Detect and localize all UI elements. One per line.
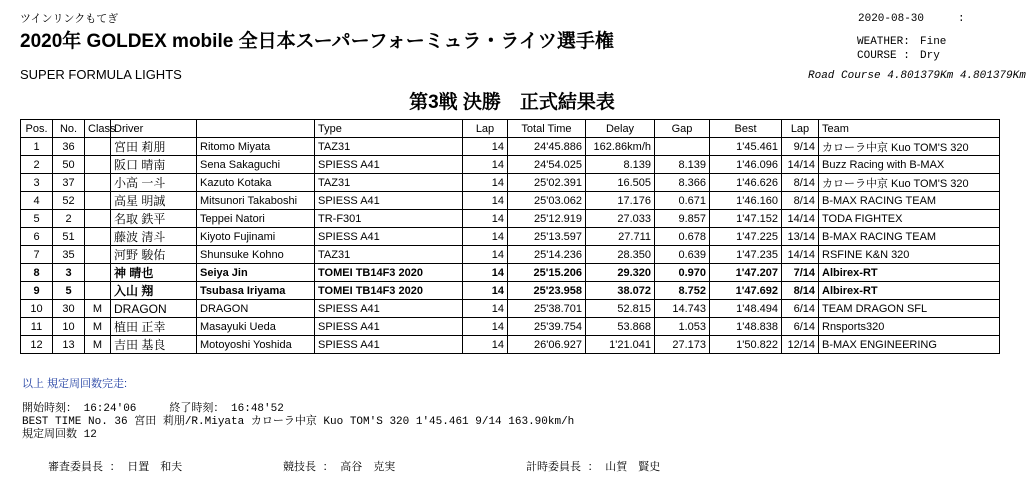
- table-row: [21, 138, 1000, 156]
- cell-lap: 14: [463, 156, 508, 174]
- cell-class: [85, 246, 111, 264]
- cell-total-time: 25'23.958: [508, 282, 586, 300]
- cell-gap: 0.671: [655, 192, 710, 210]
- cell-total-time: 25'03.062: [508, 192, 586, 210]
- cell-delay: 28.350: [586, 246, 655, 264]
- weather-value: Fine: [920, 36, 947, 48]
- col-best: Best: [710, 120, 782, 138]
- cell-driver-en: Shunsuke Kohno: [197, 246, 315, 264]
- cell-team: RSFINE K&N 320: [819, 246, 1000, 264]
- cell-driver-jp: 高星 明誠: [111, 192, 197, 210]
- cell-gap: 1.053: [655, 318, 710, 336]
- cell-pos: 1: [21, 138, 53, 156]
- series-name: SUPER FORMULA LIGHTS: [20, 67, 182, 82]
- cell-total-time: 25'39.754: [508, 318, 586, 336]
- cell-gap: 8.139: [655, 156, 710, 174]
- results-table: [20, 119, 1000, 354]
- cell-driver-jp: 吉田 基良: [111, 336, 197, 354]
- cell-lap: 14: [463, 264, 508, 282]
- cell-driver-jp: DRAGON: [111, 300, 197, 318]
- col-delay: Delay: [586, 120, 655, 138]
- race-stats: [22, 403, 574, 442]
- page-title: 2020年 GOLDEX mobile 全日本スーパーフォーミュラ・ライツ選手権: [20, 31, 614, 52]
- col-gap: Gap: [655, 120, 710, 138]
- chief-steward: 審査委員長 ： 日置 和夫: [48, 462, 183, 474]
- cell-total-time: 25'15.206: [508, 264, 586, 282]
- cell-best: 1'46.160: [710, 192, 782, 210]
- cell-best: 1'47.207: [710, 264, 782, 282]
- cell-type: SPIESS A41: [315, 336, 463, 354]
- cell-type: TAZ31: [315, 246, 463, 264]
- cell-best: 1'50.822: [710, 336, 782, 354]
- cell-best-lap: 14/14: [782, 156, 819, 174]
- cell-best: 1'48.494: [710, 300, 782, 318]
- cell-delay: 27.033: [586, 210, 655, 228]
- cell-team: Buzz Racing with B-MAX: [819, 156, 1000, 174]
- cell-best-lap: 6/14: [782, 318, 819, 336]
- cell-delay: 162.86km/h: [586, 138, 655, 156]
- cell-delay: 27.711: [586, 228, 655, 246]
- cell-driver-jp: 神 晴也: [111, 264, 197, 282]
- cell-team: B-MAX RACING TEAM: [819, 192, 1000, 210]
- cell-delay: 17.176: [586, 192, 655, 210]
- cell-team: Albirex-RT: [819, 282, 1000, 300]
- cell-lap: 14: [463, 246, 508, 264]
- cell-driver-en: Masayuki Ueda: [197, 318, 315, 336]
- cell-pos: 10: [21, 300, 53, 318]
- cell-total-time: 24'54.025: [508, 156, 586, 174]
- cell-no: 35: [53, 246, 85, 264]
- cell-delay: 29.320: [586, 264, 655, 282]
- cell-pos: 2: [21, 156, 53, 174]
- cell-class: [85, 174, 111, 192]
- cell-pos: 11: [21, 318, 53, 336]
- cell-class: [85, 264, 111, 282]
- cell-no: 2: [53, 210, 85, 228]
- cell-no: 51: [53, 228, 85, 246]
- cell-class: [85, 228, 111, 246]
- cell-lap: 14: [463, 300, 508, 318]
- cell-lap: 14: [463, 210, 508, 228]
- cell-type: TR-F301: [315, 210, 463, 228]
- course-label: COURSE :: [857, 50, 910, 62]
- col-best-lap: Lap: [782, 120, 819, 138]
- cell-delay: 16.505: [586, 174, 655, 192]
- cell-driver-jp: 小高 一斗: [111, 174, 197, 192]
- chief-timekeeper: 計時委員長 ： 山賀 賢史: [526, 462, 661, 474]
- cell-type: SPIESS A41: [315, 318, 463, 336]
- cell-no: 5: [53, 282, 85, 300]
- cell-total-time: 25'13.597: [508, 228, 586, 246]
- cell-driver-en: Motoyoshi Yoshida: [197, 336, 315, 354]
- cell-delay: 8.139: [586, 156, 655, 174]
- cell-total-time: 25'14.236: [508, 246, 586, 264]
- col-lap: Lap: [463, 120, 508, 138]
- cell-no: 3: [53, 264, 85, 282]
- cell-lap: 14: [463, 192, 508, 210]
- cell-lap: 14: [463, 228, 508, 246]
- cell-class: M: [85, 300, 111, 318]
- cell-lap: 14: [463, 318, 508, 336]
- circuit-name: ツインリンクもてぎ: [20, 13, 119, 25]
- cell-driver-jp: 植田 正幸: [111, 318, 197, 336]
- col-total-time: Total Time: [508, 120, 586, 138]
- required-laps: 規定周回数 12: [22, 429, 97, 441]
- cell-gap: 8.752: [655, 282, 710, 300]
- cell-best: 1'47.235: [710, 246, 782, 264]
- course-value: Dry: [920, 50, 940, 62]
- cell-lap: 14: [463, 174, 508, 192]
- cell-no: 37: [53, 174, 85, 192]
- cell-best: 1'47.152: [710, 210, 782, 228]
- cell-delay: 52.815: [586, 300, 655, 318]
- cell-type: SPIESS A41: [315, 156, 463, 174]
- cell-driver-en: DRAGON: [197, 300, 315, 318]
- cell-lap: 14: [463, 282, 508, 300]
- table-row: [21, 210, 1000, 228]
- cell-team: Rnsports320: [819, 318, 1000, 336]
- cell-pos: 5: [21, 210, 53, 228]
- cell-driver-jp: 入山 翔: [111, 282, 197, 300]
- cell-gap: 0.678: [655, 228, 710, 246]
- cell-team: カローラ中京 Kuo TOM'S 320: [819, 138, 1000, 156]
- col-no: No.: [53, 120, 85, 138]
- cell-best: 1'48.838: [710, 318, 782, 336]
- col-driver-en: [197, 120, 315, 138]
- cell-class: [85, 282, 111, 300]
- cell-best: 1'45.461: [710, 138, 782, 156]
- cell-best-lap: 6/14: [782, 300, 819, 318]
- cell-class: [85, 156, 111, 174]
- cell-total-time: 24'45.886: [508, 138, 586, 156]
- completion-note: 以上 規定周回数完走:: [22, 378, 128, 390]
- cell-team: B-MAX RACING TEAM: [819, 228, 1000, 246]
- cell-driver-en: Ritomo Miyata: [197, 138, 315, 156]
- table-row: [21, 318, 1000, 336]
- col-pos: Pos.: [21, 120, 53, 138]
- cell-gap: 27.173: [655, 336, 710, 354]
- cell-no: 10: [53, 318, 85, 336]
- cell-lap: 14: [463, 336, 508, 354]
- cell-type: TOMEI TB14F3 2020: [315, 282, 463, 300]
- cell-type: SPIESS A41: [315, 192, 463, 210]
- cell-driver-jp: 名取 鉄平: [111, 210, 197, 228]
- table-row: [21, 336, 1000, 354]
- cell-total-time: 25'12.919: [508, 210, 586, 228]
- table-row: [21, 156, 1000, 174]
- cell-driver-en: Mitsunori Takaboshi: [197, 192, 315, 210]
- cell-driver-jp: 藤波 清斗: [111, 228, 197, 246]
- cell-best-lap: 7/14: [782, 264, 819, 282]
- col-class: Class: [85, 120, 111, 138]
- cell-type: TAZ31: [315, 174, 463, 192]
- col-team: Team: [819, 120, 1000, 138]
- cell-type: TAZ31: [315, 138, 463, 156]
- table-row: [21, 174, 1000, 192]
- cell-class: M: [85, 318, 111, 336]
- cell-best-lap: 8/14: [782, 192, 819, 210]
- cell-driver-en: Sena Sakaguchi: [197, 156, 315, 174]
- cell-team: TODA FIGHTEX: [819, 210, 1000, 228]
- cell-delay: 1'21.041: [586, 336, 655, 354]
- cell-gap: [655, 138, 710, 156]
- table-row: [21, 282, 1000, 300]
- cell-best-lap: 14/14: [782, 246, 819, 264]
- race-time: :: [958, 13, 965, 25]
- cell-best-lap: 9/14: [782, 138, 819, 156]
- cell-driver-en: Kazuto Kotaka: [197, 174, 315, 192]
- cell-no: 30: [53, 300, 85, 318]
- best-time-line: BEST TIME No. 36 宮田 莉朋/R.Miyata カローラ中京 Kuo TOM'S 320 1'45.461 9/14 163.90km/h: [22, 416, 575, 428]
- col-driver: Driver: [111, 120, 197, 138]
- cell-type: SPIESS A41: [315, 300, 463, 318]
- road-course-length: Road Course 4.801379Km 4.801379Km: [808, 70, 1026, 82]
- cell-class: [85, 192, 111, 210]
- results-heading: 第3戦 決勝 正式結果表: [409, 92, 615, 113]
- col-type: Type: [315, 120, 463, 138]
- weather-label: WEATHER:: [857, 36, 910, 48]
- cell-best: 1'46.096: [710, 156, 782, 174]
- cell-driver-en: Teppei Natori: [197, 210, 315, 228]
- cell-no: 50: [53, 156, 85, 174]
- cell-best-lap: 8/14: [782, 282, 819, 300]
- cell-team: カローラ中京 Kuo TOM'S 320: [819, 174, 1000, 192]
- cell-team: Albirex-RT: [819, 264, 1000, 282]
- clerk-of-course: 競技長 ： 高谷 克実: [283, 462, 396, 474]
- cell-delay: 38.072: [586, 282, 655, 300]
- cell-gap: 8.366: [655, 174, 710, 192]
- table-row: [21, 192, 1000, 210]
- cell-no: 36: [53, 138, 85, 156]
- cell-pos: 4: [21, 192, 53, 210]
- table-row: [21, 300, 1000, 318]
- cell-best: 1'46.626: [710, 174, 782, 192]
- cell-total-time: 26'06.927: [508, 336, 586, 354]
- cell-total-time: 25'38.701: [508, 300, 586, 318]
- cell-driver-en: Tsubasa Iriyama: [197, 282, 315, 300]
- table-row: [21, 246, 1000, 264]
- cell-pos: 8: [21, 264, 53, 282]
- cell-pos: 9: [21, 282, 53, 300]
- cell-driver-jp: 河野 駿佑: [111, 246, 197, 264]
- race-date: 2020-08-30: [858, 13, 925, 25]
- cell-class: [85, 210, 111, 228]
- cell-best: 1'47.225: [710, 228, 782, 246]
- cell-class: M: [85, 336, 111, 354]
- cell-best: 1'47.692: [710, 282, 782, 300]
- cell-pos: 7: [21, 246, 53, 264]
- cell-delay: 53.868: [586, 318, 655, 336]
- cell-no: 52: [53, 192, 85, 210]
- cell-team: TEAM DRAGON SFL: [819, 300, 1000, 318]
- cell-pos: 6: [21, 228, 53, 246]
- table-row: [21, 228, 1000, 246]
- cell-pos: 3: [21, 174, 53, 192]
- table-header-row: [21, 120, 1000, 138]
- cell-best-lap: 8/14: [782, 174, 819, 192]
- table-row: [21, 264, 1000, 282]
- cell-gap: 0.970: [655, 264, 710, 282]
- cell-team: B-MAX ENGINEERING: [819, 336, 1000, 354]
- start-end-time: 開始時刻： 16:24'06 終了時刻： 16:48'52: [22, 403, 284, 415]
- cell-best-lap: 14/14: [782, 210, 819, 228]
- cell-class: [85, 138, 111, 156]
- cell-type: TOMEI TB14F3 2020: [315, 264, 463, 282]
- cell-gap: 9.857: [655, 210, 710, 228]
- cell-type: SPIESS A41: [315, 228, 463, 246]
- cell-driver-en: Seiya Jin: [197, 264, 315, 282]
- cell-total-time: 25'02.391: [508, 174, 586, 192]
- cell-no: 13: [53, 336, 85, 354]
- cell-gap: 14.743: [655, 300, 710, 318]
- cell-pos: 12: [21, 336, 53, 354]
- cell-driver-jp: 宮田 莉朋: [111, 138, 197, 156]
- cell-driver-en: Kiyoto Fujinami: [197, 228, 315, 246]
- cell-driver-jp: 阪口 晴南: [111, 156, 197, 174]
- cell-best-lap: 13/14: [782, 228, 819, 246]
- cell-gap: 0.639: [655, 246, 710, 264]
- cell-best-lap: 12/14: [782, 336, 819, 354]
- cell-lap: 14: [463, 138, 508, 156]
